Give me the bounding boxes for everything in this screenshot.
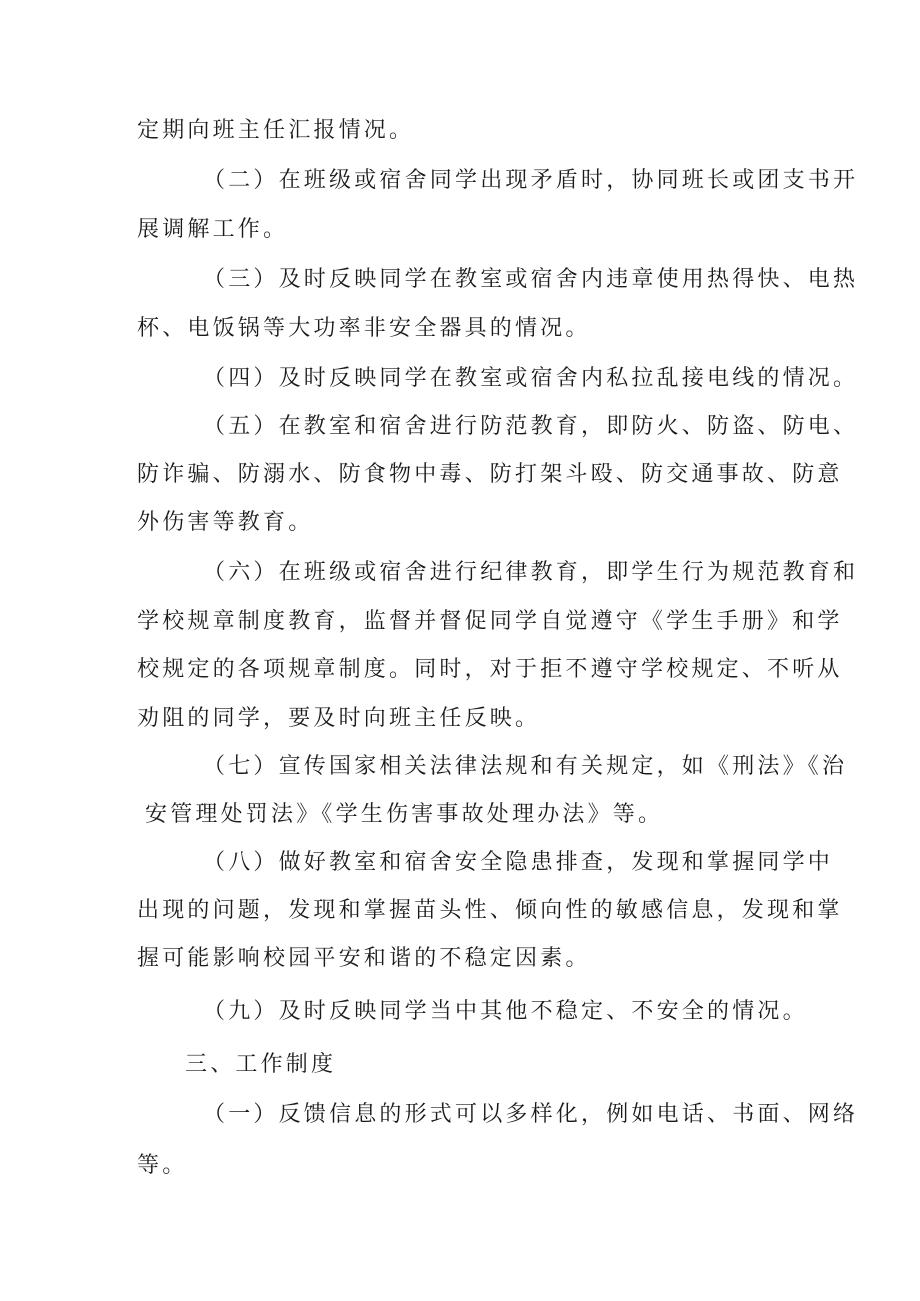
text-line-15: 安管理处罚法》《学生伤害事故处理办法》等。 bbox=[145, 802, 664, 827]
text-line-19: （九）及时反映同学当中其他不稳定、不安全的情况。 bbox=[203, 999, 808, 1024]
section-heading: 三、工作制度 bbox=[185, 1052, 337, 1077]
text-line-22: 等。 bbox=[137, 1153, 188, 1178]
text-line-1: 定期向班主任汇报情况。 bbox=[137, 118, 415, 143]
text-line-13: 劝阻的同学，要及时向班主任反映。 bbox=[137, 706, 541, 731]
text-line-10: （六）在班级或宿舍进行纪律教育，即学生行为规范教育和 bbox=[203, 560, 859, 585]
text-line-21: （一）反馈信息的形式可以多样化，例如电话、书面、网络 bbox=[203, 1102, 859, 1127]
text-line-18: 握可能影响校园平安和谐的不稳定因素。 bbox=[137, 946, 591, 971]
text-line-7: （五）在教室和宿舍进行防范教育，即防火、防盗、防电、 bbox=[203, 414, 859, 439]
text-line-4: （三）及时反映同学在教室或宿舍内违章使用热得快、电热 bbox=[203, 267, 859, 292]
text-line-9: 外伤害等教育。 bbox=[137, 510, 314, 535]
text-line-17: 出现的问题，发现和掌握苗头性、倾向性的敏感信息，发现和掌 bbox=[137, 898, 843, 923]
text-line-12: 校规定的各项规章制度。同时，对于拒不遵守学校规定、不听从 bbox=[137, 657, 843, 682]
text-line-3: 展调解工作。 bbox=[137, 217, 289, 242]
text-line-11: 学校规章制度教育，监督并督促同学自觉遵守《学生手册》和学 bbox=[137, 609, 843, 634]
text-line-2: （二）在班级或宿舍同学出现矛盾时，协同班长或团支书开 bbox=[203, 168, 859, 193]
text-line-16: （八）做好教室和宿舍安全隐患排查，发现和掌握同学中 bbox=[203, 850, 834, 875]
text-line-14: （七）宣传国家相关法律法规和有关规定，如《刑法》《治 bbox=[203, 754, 848, 779]
text-line-8: 防诈骗、防溺水、防食物中毒、防打架斗殴、防交通事故、防意 bbox=[137, 462, 843, 487]
text-line-6: （四）及时反映同学在教室或宿舍内私拉乱接电线的情况。 bbox=[203, 366, 859, 391]
text-line-5: 杯、电饭锅等大功率非安全器具的情况。 bbox=[137, 316, 591, 341]
